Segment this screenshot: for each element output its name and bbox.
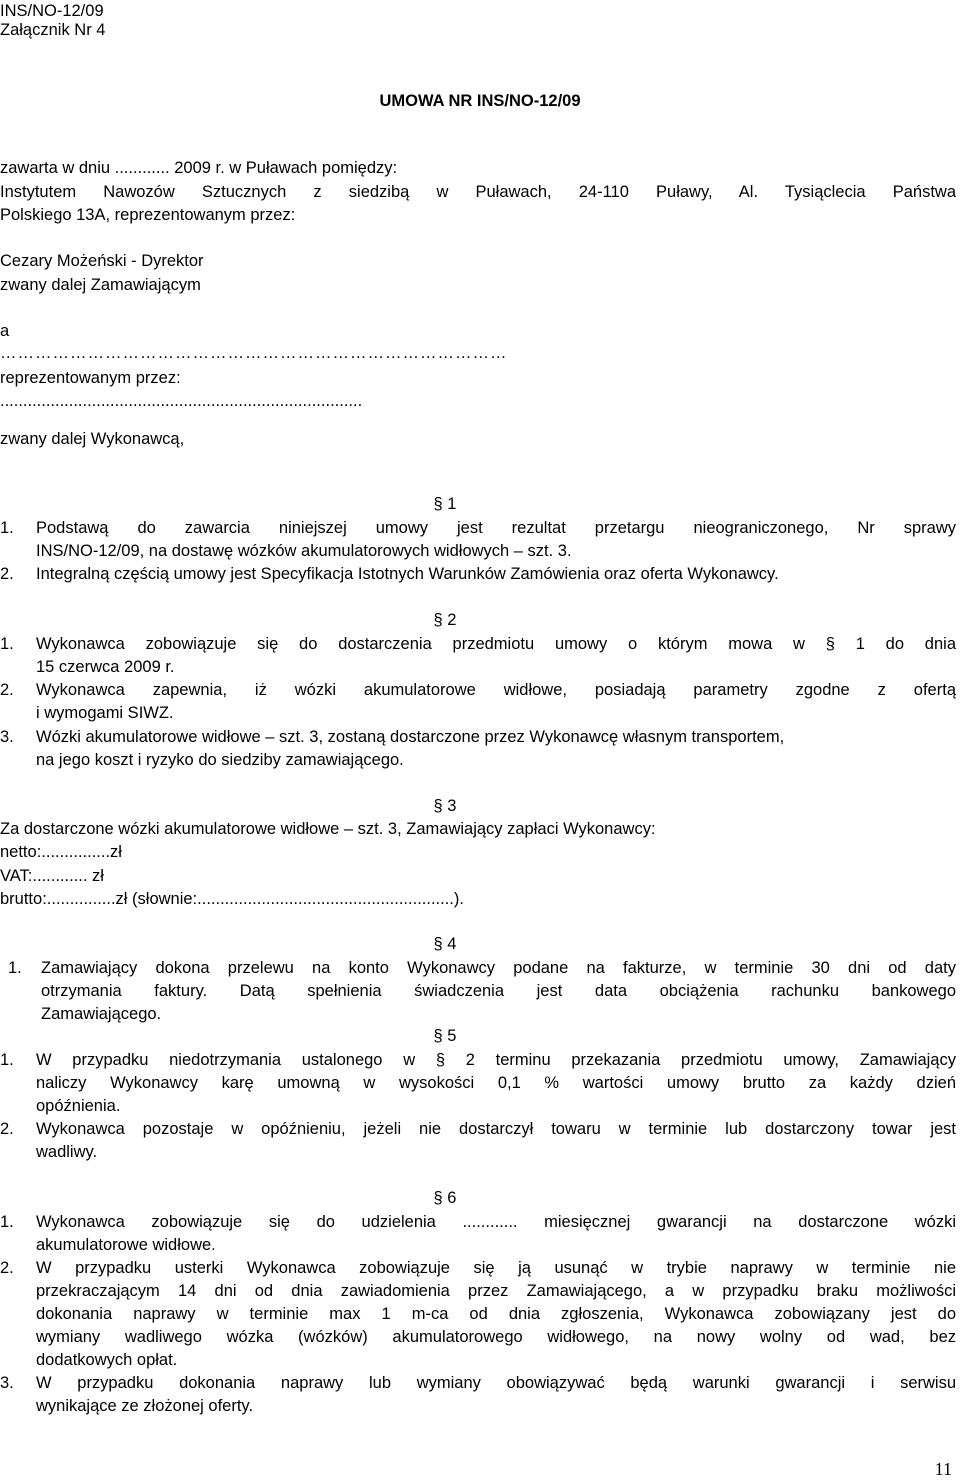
paragraph-line: wadliwy. <box>36 1143 98 1161</box>
paragraph-line: naliczy Wykonawcy karę umowną w wysokości 0,1 % wartości umowy brutto za każdy dzień <box>36 1074 956 1092</box>
payment-line: Za dostarczone wózki akumulatorowe widłowe – szt. 3, Zamawiający zapłaci Wykonawcy: <box>0 820 656 838</box>
item-number: 1. <box>0 1213 14 1231</box>
net-amount: netto:...............zł <box>0 843 122 861</box>
paragraph-line: Zamawiającego. <box>41 1005 162 1023</box>
paragraph-line: Zamawiający dokona przelewu na konto Wykonawcy podane na fakturze, w terminie 30 dni od daty <box>41 959 956 977</box>
item-number: 1. <box>8 959 22 977</box>
paragraph-line: akumulatorowe widłowe. <box>36 1236 216 1254</box>
item-number: 1. <box>0 1051 14 1069</box>
intro-line: zwany dalej Wykonawcą, <box>0 430 185 448</box>
intro-line: reprezentowanym przez: <box>0 369 181 387</box>
item-number: 2. <box>0 1120 14 1138</box>
item-number: 1. <box>0 519 14 537</box>
intro-line: Instytutem Nawozów Sztucznych z siedzibą w Puławach, 24-110 Puławy, Al. Tysiąclecia Państwa <box>0 183 956 201</box>
gross-amount: brutto:...............zł (słownie:........................................................). <box>0 890 464 908</box>
document-title: UMOWA NR INS/NO-12/09 <box>379 92 581 110</box>
item-number: 3. <box>0 1374 14 1392</box>
paragraph-line: Wózki akumulatorowe widłowe – szt. 3, zostaną dostarczone przez Wykonawcę własnym transportem, <box>36 728 785 746</box>
paragraph-line: W przypadku usterki Wykonawca zobowiązuje się ją usunąć w trybie naprawy w terminie nie <box>36 1259 956 1277</box>
section-heading: § 3 <box>433 797 457 815</box>
intro-line: zwany dalej Zamawiającym <box>0 276 201 294</box>
item-number: 2. <box>0 565 14 583</box>
document-reference: INS/NO-12/09 <box>0 2 104 20</box>
paragraph-line: dodatkowych opłat. <box>36 1351 178 1369</box>
section-heading: § 4 <box>433 935 457 953</box>
paragraph-line: wymiany wadliwego wózka (wózków) akumulatorowego widłowego, na nowy wolny od wad, bez <box>36 1328 956 1346</box>
section-heading: § 1 <box>433 495 457 513</box>
paragraph-line: INS/NO-12/09, na dostawę wózków akumulatorowych widłowych – szt. 3. <box>36 542 572 560</box>
contractor-placeholder: …………………………………………………………………………… <box>0 344 508 362</box>
page-number: 11 <box>934 1459 952 1479</box>
intro-line: Polskiego 13A, reprezentowanym przez: <box>0 206 296 224</box>
vat-amount: VAT:............ zł <box>0 867 104 885</box>
paragraph-line: Podstawą do zawarcia niniejszej umowy jest rezultat przetargu nieograniczonego, Nr sprawy <box>36 519 956 537</box>
item-number: 2. <box>0 681 14 699</box>
section-heading: § 5 <box>433 1027 457 1045</box>
paragraph-line: Wykonawca zobowiązuje się do udzielenia ............ miesięcznej gwarancji na dostarczone wózki <box>36 1213 956 1231</box>
paragraph-line: Wykonawca pozostaje w opóźnieniu, jeżeli nie dostarczył towaru w terminie lub dostarczony towar jest <box>36 1120 956 1138</box>
representative-line: Cezary Możeński - Dyrektor <box>0 252 204 270</box>
paragraph-line: opóźnienia. <box>36 1097 121 1115</box>
paragraph-line: Integralną częścią umowy jest Specyfikacja Istotnych Warunków Zamówienia oraz oferta Wykonawcy. <box>36 565 779 583</box>
intro-line: zawarta w dniu ............ 2009 r. w Puławach pomiędzy: <box>0 159 398 177</box>
paragraph-line: W przypadku dokonania naprawy lub wymiany obowiązywać będą warunki gwarancji i serwisu <box>36 1374 956 1392</box>
attachment-label: Załącznik Nr 4 <box>0 21 106 39</box>
paragraph-line: otrzymania faktury. Datą spełnienia świadczenia jest data obciążenia rachunku bankowego <box>41 982 956 1000</box>
paragraph-line: W przypadku niedotrzymania ustalonego w § 2 terminu przekazania przedmiotu umowy, Zamawiający <box>36 1051 956 1069</box>
item-number: 3. <box>0 728 14 746</box>
representative-placeholder: ............................................................................... <box>0 392 363 410</box>
intro-line: a <box>0 322 10 340</box>
item-number: 2. <box>0 1259 14 1277</box>
paragraph-line: Wykonawca zobowiązuje się do dostarczenia przedmiotu umowy o którym mowa w § 1 do dnia <box>36 635 956 653</box>
section-heading: § 6 <box>433 1189 457 1207</box>
paragraph-line: i wymogami SIWZ. <box>36 704 174 722</box>
paragraph-line: 15 czerwca 2009 r. <box>36 658 175 676</box>
item-number: 1. <box>0 635 14 653</box>
paragraph-line: wynikające ze złożonej oferty. <box>36 1397 254 1415</box>
paragraph-line: przekraczającym 14 dni od dnia zawiadomienia przez Zamawiającego, a w przypadku braku możliwości <box>36 1282 956 1300</box>
paragraph-line: dokonania naprawy w terminie max 1 m-ca od dnia zgłoszenia, Wykonawca zobowiązany jest do <box>36 1305 956 1323</box>
paragraph-line: Wykonawca zapewnia, iż wózki akumulatorowe widłowe, posiadają parametry zgodne z ofertą <box>36 681 956 699</box>
section-heading: § 2 <box>433 611 457 629</box>
paragraph-line: na jego koszt i ryzyko do siedziby zamawiającego. <box>36 751 404 769</box>
